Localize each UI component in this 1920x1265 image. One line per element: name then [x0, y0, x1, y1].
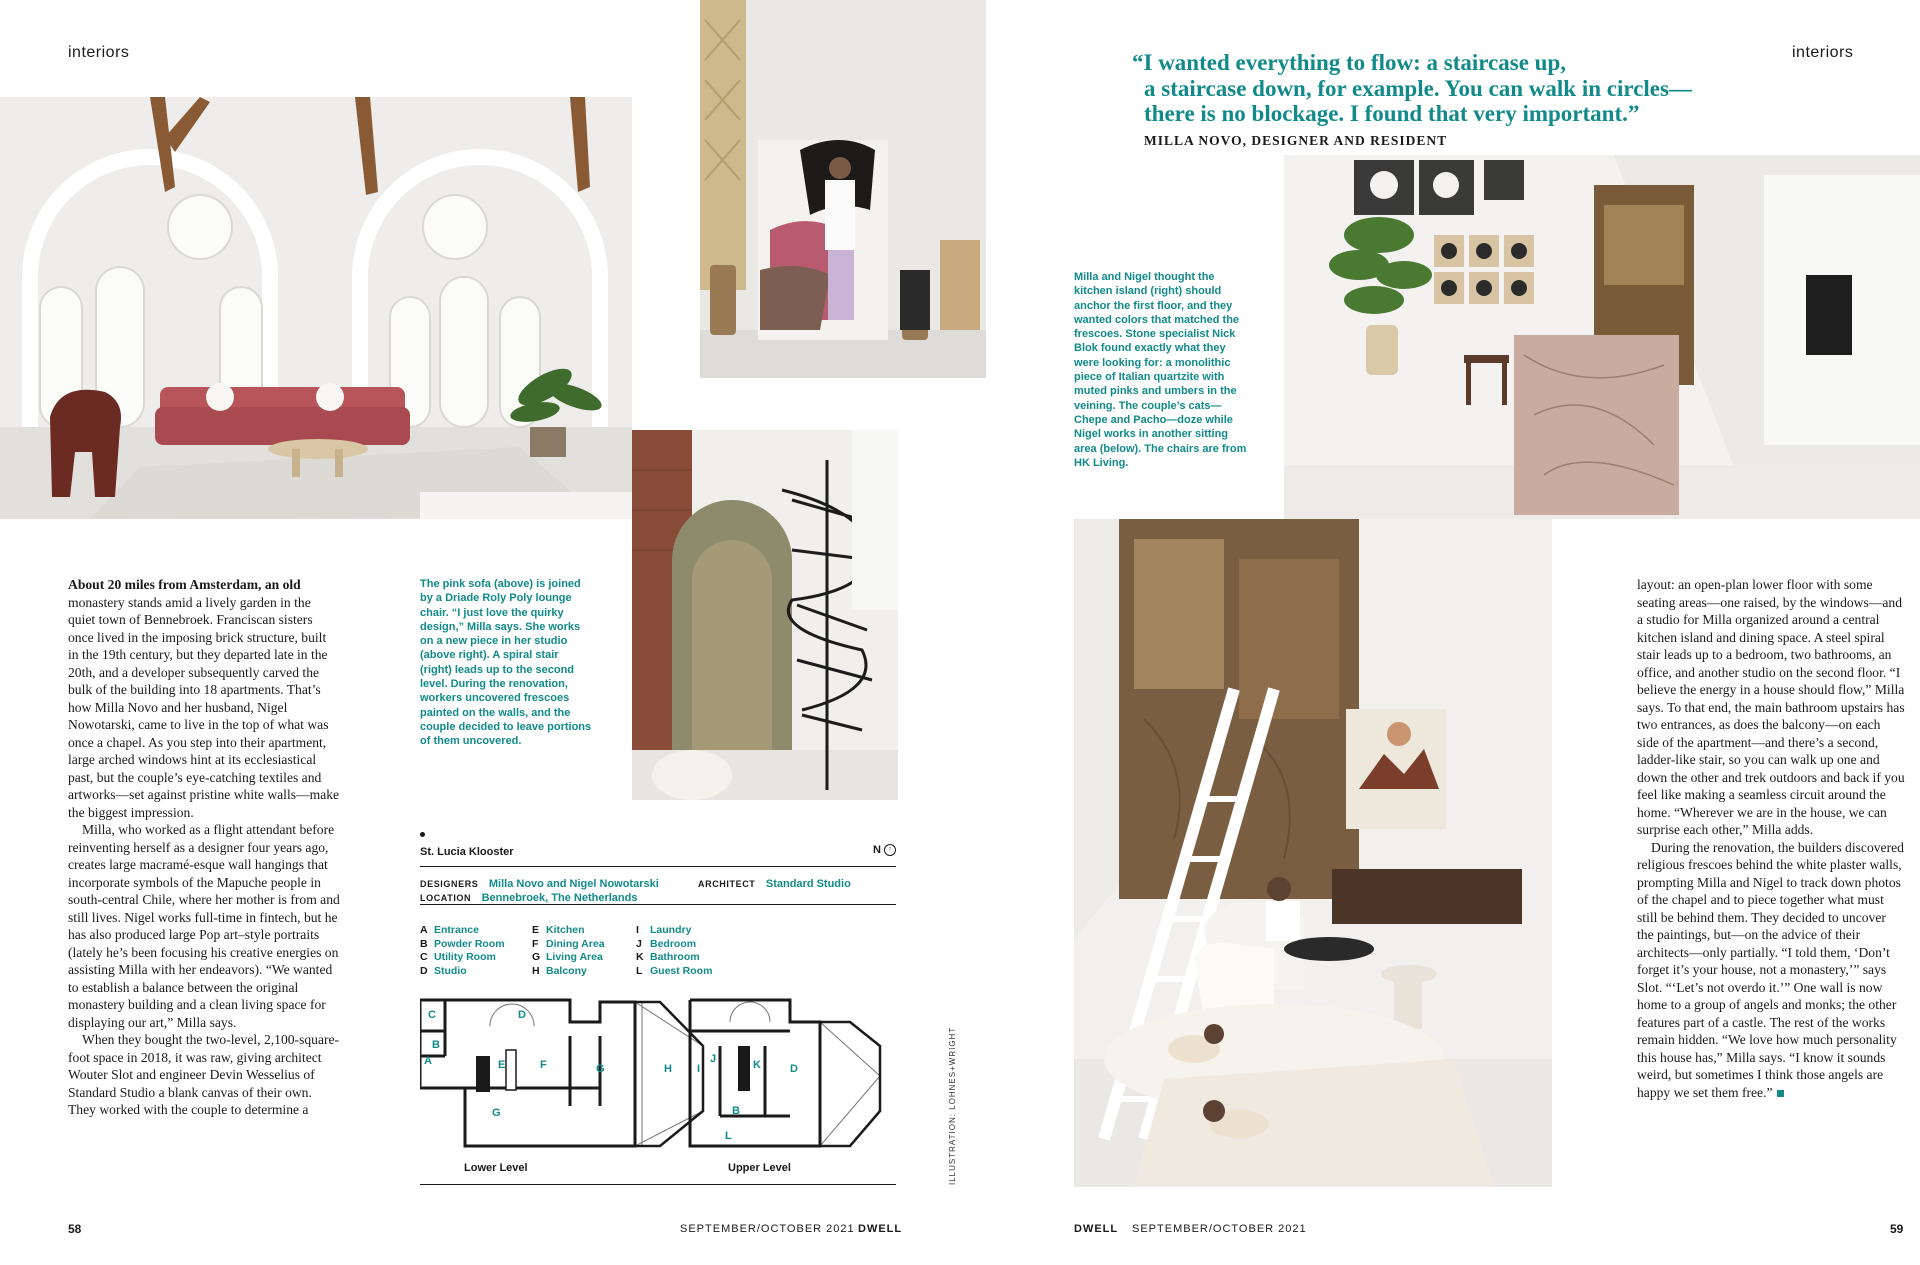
legend-item: G Living Area: [532, 951, 603, 963]
end-mark-icon: [1777, 1090, 1784, 1097]
svg-text:B: B: [732, 1105, 740, 1117]
body-paragraph: [1637, 576, 1905, 839]
footer-issue-left: SEPTEMBER/OCTOBER 2021: [680, 1223, 855, 1235]
legend-item: A Entrance: [420, 924, 479, 936]
svg-text:J: J: [710, 1053, 717, 1065]
body-paragraph: [68, 821, 340, 1031]
body-paragraph: [68, 1031, 340, 1119]
left-photo-caption: The pink sofa (above) is joined by a Driade Roly Poly lounge chair. “I just love the quirky design,” Milla says. She works on a new piece in her studio (above right). A spiral stair (right) leads up to the second level. During the renovation, workers uncovered frescoes painted on the walls, and the couple decided to leave portions of them uncovered.: [420, 578, 592, 748]
architect-row: [698, 874, 851, 892]
north-indicator: [873, 844, 896, 856]
svg-text:C: C: [428, 1009, 436, 1021]
compass-icon: ↑: [884, 844, 896, 856]
svg-text:I: I: [697, 1063, 701, 1075]
studio-photo: [700, 0, 986, 378]
legend-item: J Bedroom: [636, 937, 697, 950]
project-title: St. Lucia Klooster: [420, 846, 514, 858]
footer-issue-right: SEPTEMBER/OCTOBER 2021: [1132, 1223, 1307, 1235]
svg-text:D: D: [518, 1009, 526, 1021]
svg-text:L: L: [725, 1130, 732, 1142]
fact-box: [420, 832, 896, 1188]
right-photo-caption: Milla and Nigel thought the kitchen island (right) should anchor the first floor, and they wanted colors that matched the frescoes. Stone specialist Nick Blok found exactly what they were looking for: a monolithic piece of Italian quartzite with muted pinks and umbers in the veining. The couple’s cats—Chepe and Pacho—doze while Nigel works in another sitting area (below). The chairs are from HK Living.: [1074, 271, 1247, 469]
paragraph-text: layout: an open-plan lower floor with some seating areas—one raised, by the windows—and a studio for Milla organized around a central kitchen island and dining space. A steel spiral stair leads up to a bedroom, two bathrooms, an office, and another studio on the second floor. “I believe the energy in a house should flow,” Milla says. To that end, the main bathroom upstairs has two entrances, as does the balcony—on each side of the apartment—and there’s a second, ladder-like stair, so you can walk up one and down the other and trek outdoors and back if you feel like making a seamless circuit around the home. “Wherever we are in the house, we can surprise each other,” Milla adds.: [1637, 577, 1905, 837]
divider: [420, 904, 896, 905]
body-paragraph: [68, 576, 340, 821]
pull-quote: [1132, 50, 1752, 127]
legend-item: C Utility Room: [420, 951, 496, 963]
page-number-right: 59: [1890, 1222, 1904, 1236]
section-label-left: interiors: [68, 44, 130, 61]
kitchen-photo: [1284, 155, 1920, 519]
left-body-text: [68, 576, 340, 1119]
lower-level-plan: [420, 1000, 703, 1146]
legend-item: K Bathroom: [636, 951, 700, 963]
body-paragraph: [1637, 839, 1905, 1102]
paragraph-text: Milla, who worked as a flight attendant before reinventing herself as a designer four years ago, creates large macramé-esque wall hangings that incorporate symbols of the Mapuche people in south-central Chile, where her mother is from and still lives. Nigel works full-time in fintech, but he has also produced large Pop art–style portraits (lately he’s been focusing his creative energies on assisting Milla with her endeavors). “We wanted to establish a balance between the original monastery building and a clean living space for displaying our art,” Milla says.: [68, 822, 340, 1030]
living-room-photo: [0, 97, 632, 519]
legend-column-1: [420, 924, 505, 978]
paragraph-text: When they bought the two-level, 2,100-square-foot space in 2018, it was raw, giving architect Wouter Slot and engineer Devin Wesselius of Standard Studio a blank canvas of their own. They worked with the couple to determine a: [68, 1032, 340, 1117]
legend-item: E Kitchen: [532, 924, 585, 936]
quote-line: “I wanted everything to flow: a staircase up,: [1132, 50, 1566, 75]
legend-item: I Laundry: [636, 924, 692, 936]
legend-column-3: [636, 924, 712, 978]
lower-level-label: Lower Level: [464, 1162, 528, 1174]
paragraph-text: During the renovation, the builders discovered religious frescoes behind the white plaster walls, prompting Milla and Nigel to track down photos of the chapel and to piece together what must still be behind them. They decided to uncover the paintings, but—on the advice of their architects—only partially. “I told them, ‘Don’t forget it’s your house, not a monastery,’” says Slot. “‘Let’s not overdo it.’” One wall is now home to a group of angels and monks; the other features part of a castle. The rest of the works remain hidden. “We love how much personality this house has,” Milla says. “I know it sounds weird, but sometimes I think those angels are happy we set them free.”: [1637, 839, 1904, 1100]
section-label-right: interiors: [1792, 44, 1854, 61]
lead-in: About 20 miles from Amsterdam, an old: [68, 577, 301, 592]
svg-text:G: G: [596, 1063, 605, 1075]
quote-line: there is no blockage. I found that very important.”: [1144, 101, 1640, 126]
bullet-dot: [420, 832, 425, 837]
svg-text:K: K: [753, 1059, 761, 1071]
legend-item: H Balcony: [532, 964, 587, 977]
divider: [420, 866, 896, 867]
north-label: N: [873, 844, 881, 856]
legend-item: B Powder Room: [420, 937, 505, 950]
page-number-left: 58: [68, 1222, 82, 1236]
sitting-area-photo: [1074, 519, 1552, 1187]
legend-item: F Dining Area: [532, 937, 605, 950]
spiral-stair-photo: [632, 430, 898, 800]
svg-text:E: E: [498, 1059, 506, 1071]
svg-text:H: H: [664, 1063, 672, 1075]
architect-label: ARCHITECT: [698, 879, 756, 889]
upper-level-label: Upper Level: [728, 1162, 791, 1174]
paragraph-text: monastery stands amid a lively garden in the quiet town of Bennebroek. Franciscan sisters once lived in the imposing brick structure, built in the 19th century, but they departed late in the 20th, and a developer subsequently carved the bulk of the building into 18 apartments. That’s how Milla Novo and her husband, Nigel Nowotarski, came to live in the top of what was once a chapel. As you step into their apartment, large arched windows hint at its ecclesiastical past, but the couple’s eye-catching textiles and artworks—set against pristine white walls—make the biggest impression.: [68, 594, 340, 820]
upper-level-plan: [690, 1000, 880, 1146]
right-body-text: [1637, 576, 1905, 1101]
location-value: Bennebroek, The Netherlands: [481, 892, 638, 904]
designers-label: DESIGNERS: [420, 879, 479, 889]
legend-item: L Guest Room: [636, 964, 713, 977]
architect-value: Standard Studio: [765, 878, 851, 890]
location-label: LOCATION: [420, 893, 472, 903]
svg-text:G: G: [492, 1107, 501, 1119]
legend-column-2: [532, 924, 605, 978]
illustration-credit: ILLUSTRATION: LOHNES+WRIGHT: [948, 1026, 957, 1185]
quote-attribution: MILLA NOVO, DESIGNER AND RESIDENT: [1144, 133, 1448, 148]
designers-value: Milla Novo and Nigel Nowotarski: [488, 878, 659, 890]
svg-text:A: A: [424, 1055, 432, 1067]
svg-text:D: D: [790, 1063, 798, 1075]
legend-item: D Studio: [420, 964, 467, 977]
divider: [420, 1184, 896, 1185]
footer-magazine-left: DWELL: [858, 1223, 903, 1235]
footer-magazine-right: DWELL: [1074, 1223, 1119, 1235]
svg-text:F: F: [540, 1059, 547, 1071]
floor-plans: [420, 996, 896, 1156]
svg-text:B: B: [432, 1039, 440, 1051]
quote-line: a staircase down, for example. You can walk in circles—: [1144, 75, 1692, 101]
